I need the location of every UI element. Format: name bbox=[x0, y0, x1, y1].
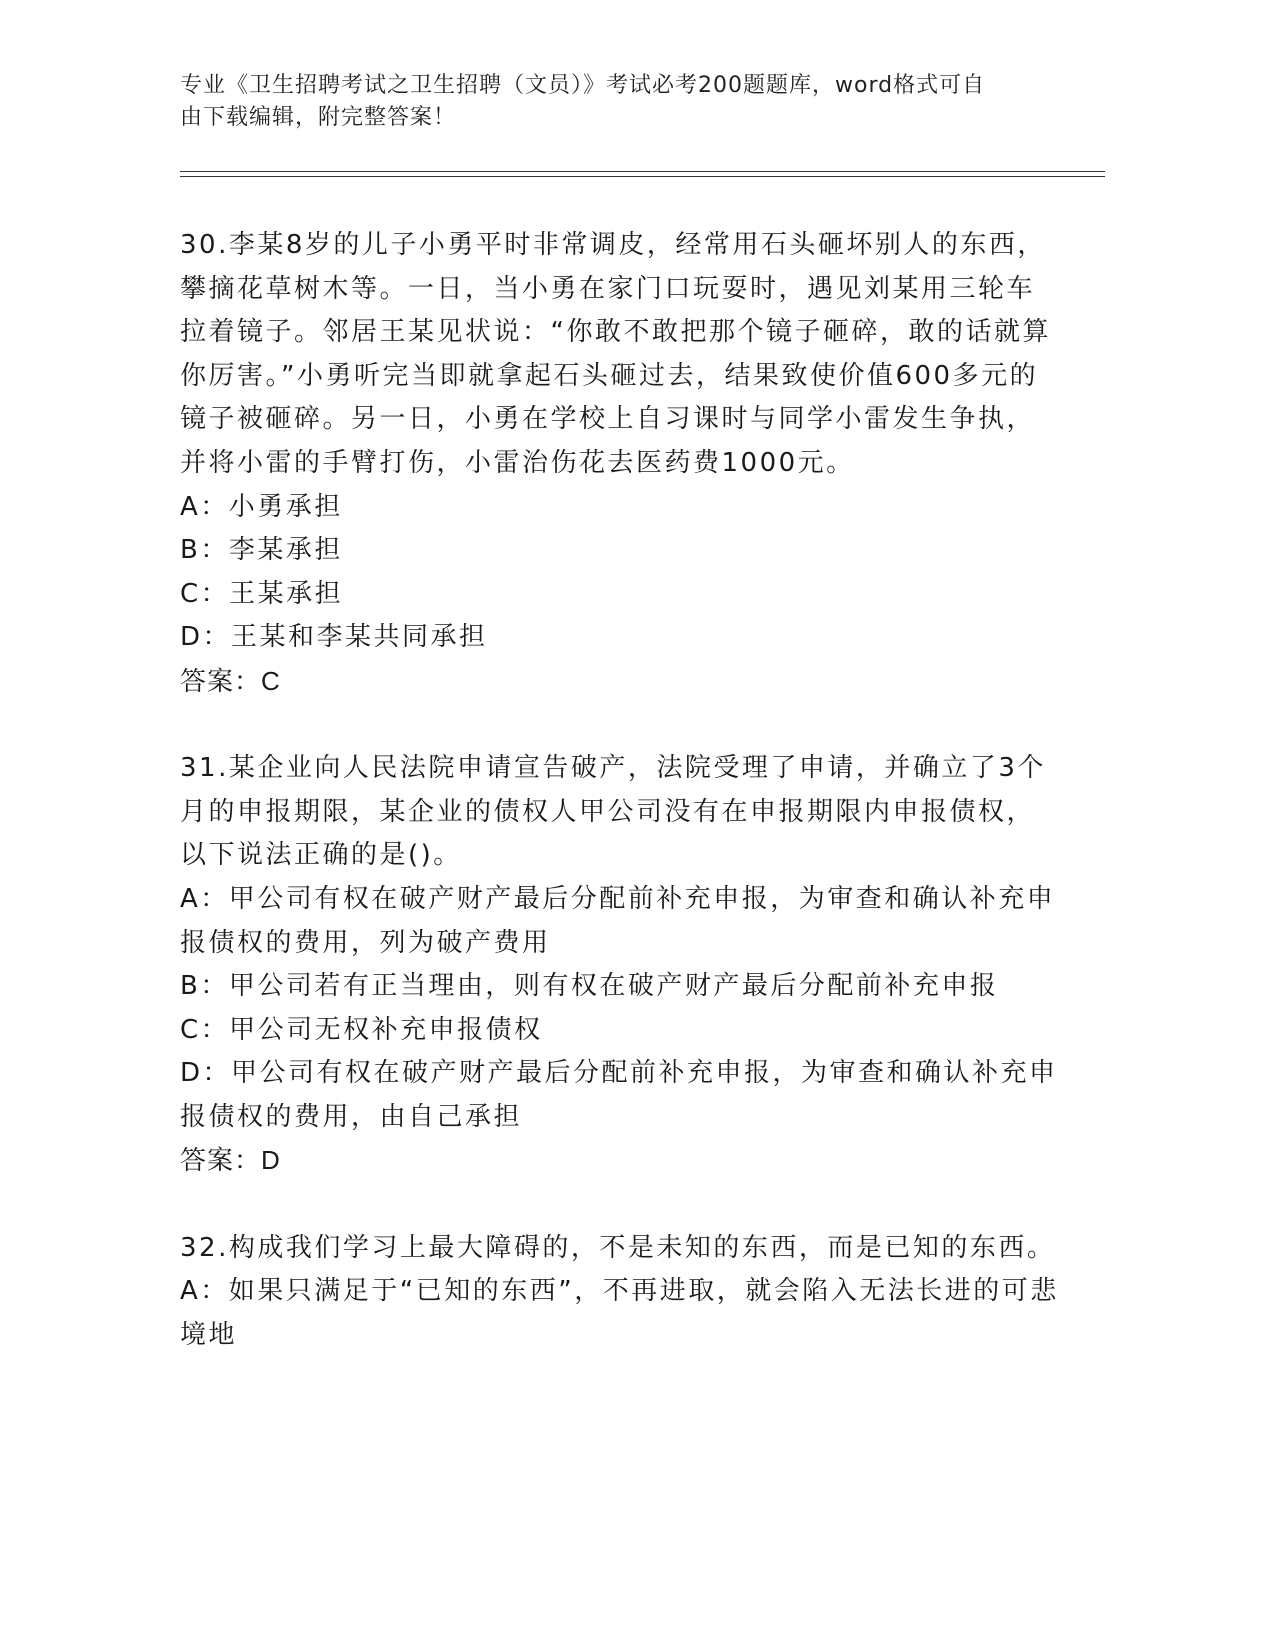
option-d: D：甲公司有权在破产财产最后分配前补充申报，为审查和确认补充申报债权的费用，由自己承担 bbox=[180, 1058, 1058, 1132]
header-line-1: 专业《卫生招聘考试之卫生招聘（文员）》考试必考200题题库，word格式可自 bbox=[180, 73, 986, 98]
option-a: A：小勇承担 bbox=[180, 491, 343, 522]
question-stem: 31.某企业向人民法院申请宣告破产，法院受理了申请，并确立了3个月的申报期限，某企业的债权人甲公司没有在申报期限内申报债权，以下说法正确的是()。 bbox=[180, 753, 1046, 871]
option-a: A：如果只满足于“已知的东西”，不再进取，就会陷入无法长进的可悲境地 bbox=[180, 1276, 1059, 1350]
option-b: B：甲公司若有正当理由，则有权在破产财产最后分配前补充申报 bbox=[180, 971, 999, 1002]
question-stem: 32.构成我们学习上最大障碍的，不是未知的东西，而是已知的东西。 bbox=[180, 1232, 1056, 1263]
option-b: B：李某承担 bbox=[180, 535, 343, 566]
answer-line: 答案：D bbox=[180, 1145, 281, 1176]
question-list bbox=[180, 224, 1060, 1401]
question-31 bbox=[180, 747, 1060, 1183]
option-d: D：王某和李某共同承担 bbox=[180, 622, 488, 653]
header-divider-bottom bbox=[180, 176, 1105, 177]
document-header bbox=[180, 70, 1060, 134]
answer-line: 答案：C bbox=[180, 665, 281, 696]
question-30 bbox=[180, 224, 1060, 704]
header-divider-top bbox=[180, 171, 1105, 172]
option-c: C：甲公司无权补充申报债权 bbox=[180, 1014, 543, 1045]
option-a: A：甲公司有权在破产财产最后分配前补充申报，为审查和确认补充申报债权的费用，列为破产费用 bbox=[180, 883, 1056, 958]
question-32 bbox=[180, 1227, 1060, 1358]
header-line-2: 由下载编辑，附完整答案！ bbox=[180, 105, 457, 130]
option-c: C：王某承担 bbox=[180, 578, 344, 609]
question-stem: 30.李某8岁的儿子小勇平时非常调皮，经常用石头砸坏别人的东西，攀摘花草树木等。一日，当小勇在家门口玩耍时，遇见刘某用三轮车拉着镜子。邻居王某见状说：“你敢不敢把那个镜子砸碎，敢的话就算你厉害。”小勇听完当即就拿起石头砸过去，结果致使价值600多元的镜子被砸碎。另一日，小勇在学校上自习课时与同学小雷发生争执，并将小雷的手臂打伤，小雷治伤花去医药费1000元。 bbox=[180, 230, 1051, 478]
